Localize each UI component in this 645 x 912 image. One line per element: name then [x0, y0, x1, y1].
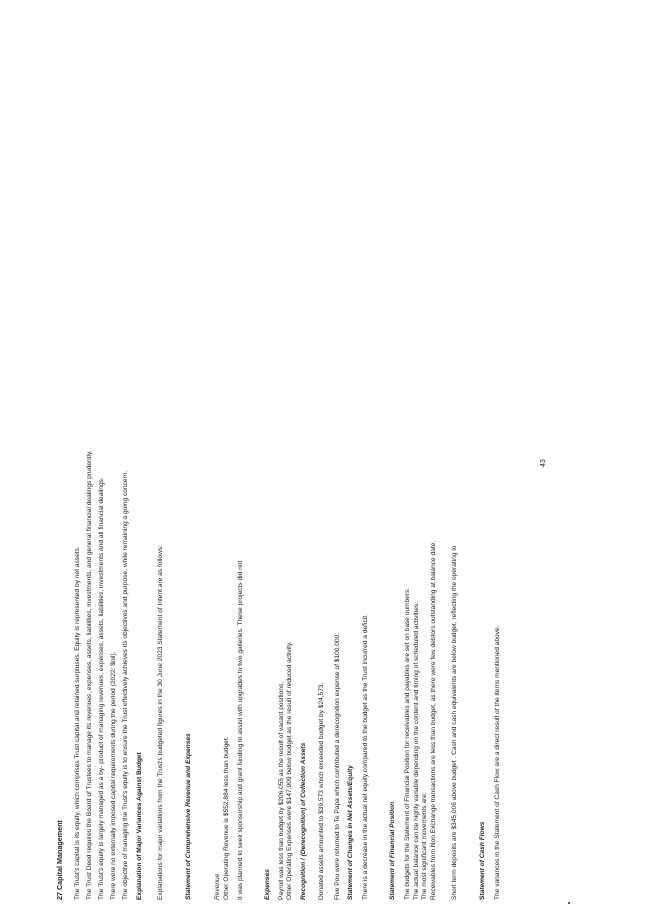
financial-position-line: The actual balance can be highly variable depending on the content and timing of scheduled activities.	[413, 601, 420, 900]
cash-flows-heading: Statement of Cash Flows	[479, 821, 486, 900]
financial-position-line: Receivables from Non Exchange transactions are less than budget, as there were few debtors outstanding at balance date.	[430, 540, 437, 900]
capital-paragraph: The Trust's equity is largely managed as a by- product of managing revenues, expenses, assets, liabilities, investments and all financial dealings.	[98, 477, 105, 900]
changes-equity-line: There is a decrease in the actual net equity compared to the budget as the Trust incurred a deficit.	[362, 614, 369, 900]
changes-equity-heading: Statement of Changes in Net Assets/Equity	[347, 765, 354, 900]
deposits-line: Short term deposits are $345,006 above budget . Cash and cash equivalents are below budget, reflecting the operating lo	[451, 545, 458, 900]
capital-paragraph: The Trust's capital is its equity, which comprises Trust capital and retained surpluses. Equity is represented by net assets.	[74, 546, 81, 900]
cash-flows-line: The variances in the Statement of Cash Flow are a direct result of the items mentioned above.	[494, 625, 501, 900]
page-number: 43	[540, 459, 547, 467]
revenue-note: It was planned to seek sponsorship and grant funding to assist with upgrades to two galleries. These projects did not	[237, 560, 244, 900]
section-title: 27 Capital Management	[55, 820, 64, 900]
financial-position-heading: Statement of Financial Position	[389, 801, 396, 900]
expenses-line: Payroll was less than budget by $206,055 as the result of vacant positions.	[278, 681, 285, 900]
capital-paragraph: There were no externally imposed capital requirements during the period (2022: $nil).	[110, 651, 117, 900]
financial-position-line: The most significant movements are:	[421, 792, 428, 900]
variances-heading: Explanation of Major Variances Against Budget	[136, 752, 143, 900]
expenses-line: Other Operating Expenses were $147,909 below budget as the result of reduced activity.	[286, 641, 293, 900]
variances-intro: Explanations for major variations from the Trust's budgeted figures in the 30 June 2023 Statement of Intent are as follows:	[157, 545, 164, 900]
revenue-label: Revenue	[214, 873, 221, 900]
financial-position-line: The budgets for the Statement of Financial Position for receivables and payables are set on base numbers.	[404, 587, 411, 900]
scan-mark	[568, 902, 570, 904]
recognition-line: Five Pou were returned to Te Papa which contributed a derecognition expense of $100,000.	[334, 632, 341, 900]
capital-paragraph: The objective of managing the Trust's equity is to ensure the Trust effectively achieves its objectives and purpose, while remaining a going concern.	[122, 470, 129, 900]
expenses-label: Expenses	[264, 869, 271, 900]
revenue-line: Other Operating Revenue is $552,884 less than budget.	[223, 736, 230, 900]
recognition-line: Donated assets amounted to $39,573 which exceeded budget by $24,573.	[318, 682, 325, 900]
recognition-heading: Recognition / (Derecognition) of Collection Assets	[300, 742, 307, 900]
capital-paragraph: The Trust Deed requires the Board of Trustees to manage its revenues, expenses, assets, liabilities, investments, and general financial dealings prudently.	[86, 450, 93, 900]
comprehensive-heading: Statement of Comprehensive Revenue and Expenses	[185, 733, 192, 900]
